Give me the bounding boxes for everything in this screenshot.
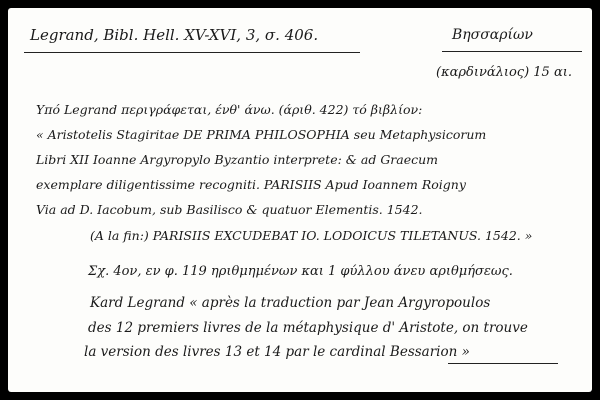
- name-underline: [448, 363, 558, 364]
- reference-underline: [24, 52, 360, 53]
- text-line: Υπό Legrand περιγράφεται, ένθ' άνω. (άριθ. 422) τό βιβλίον:: [36, 102, 423, 117]
- text-line: Kard Legrand « après la traduction par Jean Argyropoulos: [90, 295, 491, 311]
- bibliographic-reference: Legrand, Bibl. Hell. XV-XVI, 3, σ. 406.: [30, 26, 319, 44]
- person-subtitle: (καρδινάλιος) 15 αι.: [436, 65, 572, 80]
- text-line: la version des livres 13 et 14 par le cardinal Bessarion »: [84, 344, 470, 360]
- person-name: Βησσαρίων: [452, 27, 533, 43]
- name-underline: [442, 51, 582, 52]
- text-line: exemplare diligentissime recogniti. PARISIIS Apud Ioannem Roigny: [36, 177, 466, 192]
- text-line: des 12 premiers livres de la métaphysique d' Aristote, on trouve: [88, 320, 528, 336]
- text-line: (A la fin:) PARISIIS EXCUDEBAT IO. LODOICUS TILETANUS. 1542. »: [90, 228, 533, 243]
- text-line: Libri XII Ioanne Argyropylo Byzantio interprete: & ad Graecum: [36, 152, 439, 167]
- text-line: « Aristotelis Stagiritae DE PRIMA PHILOSOPHIA seu Metaphysicorum: [36, 127, 487, 142]
- text-line: Σχ. 4ον, εν φ. 119 ηριθμημένων και 1 φύλλου άνευ αριθμήσεως.: [88, 264, 513, 279]
- catalog-card: [8, 8, 592, 392]
- text-line: Via ad D. Iacobum, sub Basilisco & quatuor Elementis. 1542.: [36, 202, 423, 217]
